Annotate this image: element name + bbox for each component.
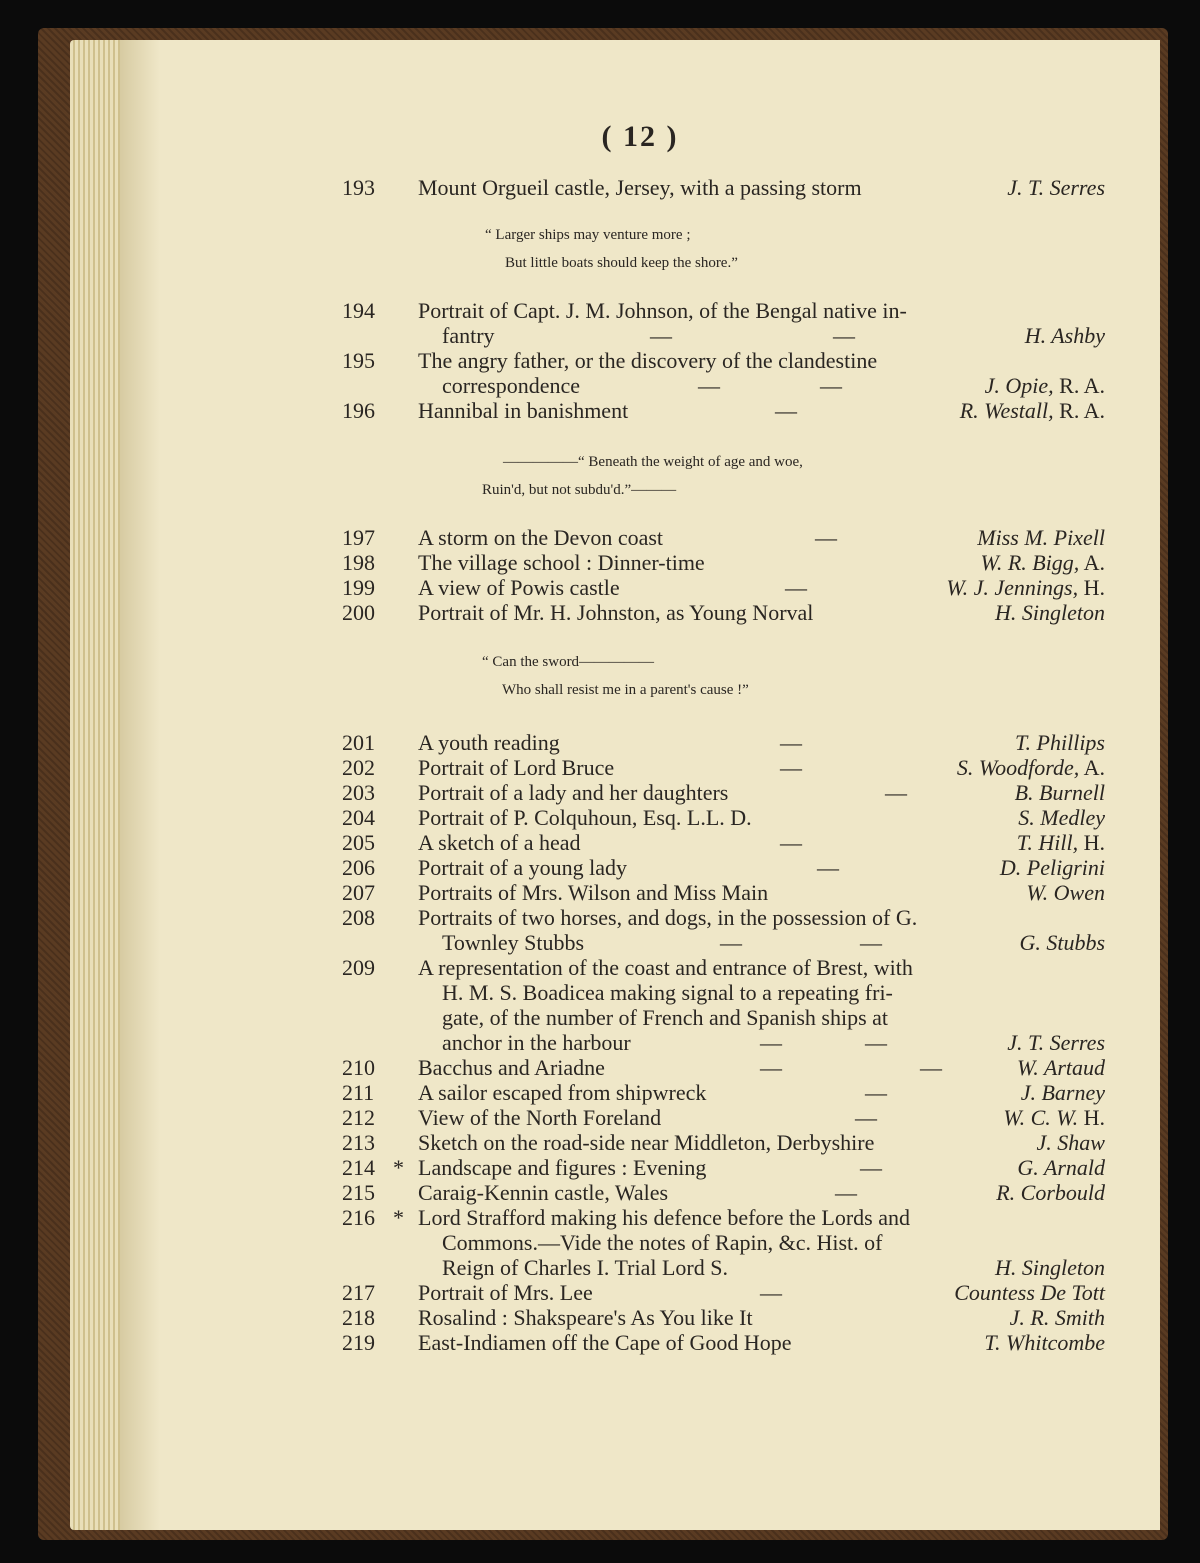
entry-artist: Miss M. Pixell	[977, 525, 1105, 550]
entry-artist: J. Opie, R. A.	[984, 373, 1105, 398]
catalogue-entry	[120, 1330, 1160, 1355]
catalogue-entry	[120, 905, 1160, 955]
entry-title-cont: correspondence	[442, 373, 581, 398]
catalogue-entry	[120, 1105, 1160, 1130]
entry-number: 210	[342, 1055, 375, 1080]
epigraph-line: “ Can the sword—————	[482, 654, 655, 670]
entry-artist: H. Ashby	[1024, 323, 1105, 348]
entry-number: 202	[342, 755, 375, 780]
catalogue-entry	[120, 1280, 1160, 1305]
catalogue-entry	[120, 955, 1160, 1055]
entry-number: 194	[342, 298, 375, 323]
leader-dash: —	[780, 755, 802, 780]
entry-artist: J. T. Serres	[1007, 175, 1105, 200]
entry-number: 216	[342, 1205, 375, 1230]
entry-artist: D. Peligrini	[999, 855, 1105, 880]
entry-number: 215	[342, 1180, 375, 1205]
leader-dash: —	[780, 730, 802, 755]
entry-artist: Countess De Tott	[954, 1280, 1105, 1305]
entry-number: 205	[342, 830, 375, 855]
catalogue-page	[120, 40, 1160, 1530]
entry-artist: T. Phillips	[1014, 730, 1105, 755]
entry-artist: S. Woodforde, A.	[956, 755, 1105, 780]
leader-dash: —	[698, 373, 720, 398]
entry-title: A storm on the Devon coast	[418, 525, 664, 550]
entry-title: Sketch on the road-side near Middleton, Derbyshire	[418, 1130, 875, 1155]
leader-dash: —	[775, 398, 797, 423]
entry-number: 219	[342, 1330, 375, 1355]
entry-artist: G. Stubbs	[1019, 930, 1105, 955]
entry-artist: R. Westall, R. A.	[959, 398, 1105, 423]
entry-title: Portrait of Mr. H. Johnston, as Young Norval	[418, 600, 814, 625]
entry-number: 209	[342, 955, 375, 980]
entry-title: Portrait of a lady and her daughters	[418, 780, 729, 805]
leader-dash: —	[820, 373, 842, 398]
leader-dash: —	[760, 1055, 782, 1080]
entry-number: 207	[342, 880, 375, 905]
entry-title-cont: Townley Stubbs	[442, 930, 585, 955]
leader-dash: —	[835, 1180, 857, 1205]
catalogue-entry	[120, 855, 1160, 880]
epigraph-line: But little boats should keep the shore.”	[505, 255, 738, 271]
entry-artist: T. Whitcombe	[984, 1330, 1105, 1355]
entry-title-cont: fantry	[442, 323, 495, 348]
entry-number: 197	[342, 525, 375, 550]
leader-dash: —	[720, 930, 742, 955]
entry-artist: G. Arnald	[1017, 1155, 1105, 1180]
catalogue-entry	[120, 1155, 1160, 1180]
entry-artist: J. R. Smith	[1009, 1305, 1105, 1330]
entry-number: 217	[342, 1280, 375, 1305]
entry-title: A youth reading	[418, 730, 560, 755]
entry-title: A sketch of a head	[418, 830, 581, 855]
catalogue-entry	[120, 1305, 1160, 1330]
entry-artist: H. Singleton	[995, 600, 1105, 625]
entry-title: Mount Orgueil castle, Jersey, with a passing storm	[418, 175, 862, 200]
entry-title: The village school : Dinner-time	[418, 550, 705, 575]
entry-artist: S. Medley	[1018, 805, 1105, 830]
catalogue-entry	[120, 1205, 1160, 1280]
leader-dash: —	[833, 323, 855, 348]
epigraph-line: Ruin'd, but not subdu'd.”———	[482, 482, 677, 498]
catalogue-entry	[120, 1130, 1160, 1155]
leader-dash: —	[865, 1030, 887, 1055]
entry-number: 218	[342, 1305, 375, 1330]
catalogue-entry	[120, 755, 1160, 780]
catalogue-entry	[120, 1055, 1160, 1080]
entry-line	[120, 175, 1160, 200]
entry-artist: J. Shaw	[1036, 1130, 1105, 1155]
catalogue-entry	[120, 600, 1160, 625]
leader-dash: —	[815, 525, 837, 550]
entry-artist: B. Burnell	[1014, 780, 1105, 805]
leader-dash: —	[860, 1155, 882, 1180]
catalogue-entry	[120, 525, 1160, 550]
epigraph-line: “ Larger ships may venture more ;	[485, 227, 691, 243]
entry-number: 206	[342, 855, 375, 880]
catalogue-entry	[120, 805, 1160, 830]
page-number: ( 12 )	[601, 120, 679, 153]
entry-artist: H. Singleton	[995, 1255, 1105, 1280]
leader-dash: —	[855, 1105, 877, 1130]
entry-artist: R. Corbould	[996, 1180, 1105, 1205]
entry-number: 201	[342, 730, 375, 755]
entry-number: 200	[342, 600, 375, 625]
asterisk-mark: *	[393, 1205, 404, 1230]
entry-artist: W. C. W. H.	[1003, 1105, 1105, 1130]
entry-title: Portraits of Mrs. Wilson and Miss Main	[418, 880, 769, 905]
entry-title: Portrait of a young lady	[418, 855, 627, 880]
entry-artist: W. R. Bigg, A.	[980, 550, 1105, 575]
entry-title-cont: Commons.—Vide the notes of Rapin, &c. Hist. of	[442, 1230, 883, 1255]
entry-number: 204	[342, 805, 375, 830]
entry-number: 211	[342, 1080, 375, 1105]
entry-title: Portraits of two horses, and dogs, in the possession of G.	[418, 905, 918, 930]
entry-number: 214	[342, 1155, 375, 1180]
entry-title: Landscape and figures : Evening	[418, 1155, 707, 1180]
catalogue-entry	[120, 398, 1160, 423]
entry-title: Rosalind : Shakspeare's As You like It	[418, 1305, 753, 1330]
leader-dash: —	[817, 855, 839, 880]
entry-title: East-Indiamen off the Cape of Good Hope	[418, 1330, 792, 1355]
epigraph-line: Who shall resist me in a parent's cause !”	[502, 682, 749, 698]
entry-title: Bacchus and Ariadne	[418, 1055, 605, 1080]
entry-title: Portrait of Mrs. Lee	[418, 1280, 593, 1305]
catalogue-entry	[120, 298, 1160, 348]
entry-title: Portrait of Capt. J. M. Johnson, of the Bengal native in-	[418, 298, 907, 323]
catalogue-entry	[120, 1180, 1160, 1205]
entry-title: A view of Powis castle	[418, 575, 620, 600]
catalogue-entry	[120, 1080, 1160, 1105]
entry-artist: W. J. Jennings, H.	[946, 575, 1105, 600]
entry-number: 199	[342, 575, 375, 600]
entry-number: 203	[342, 780, 375, 805]
entry-title-cont: H. M. S. Boadicea making signal to a repeating fri-	[442, 980, 893, 1005]
catalogue-entry	[120, 880, 1160, 905]
entry-number: 198	[342, 550, 375, 575]
leader-dash: —	[760, 1280, 782, 1305]
entry-title-cont: anchor in the harbour	[442, 1030, 631, 1055]
leader-dash: —	[860, 930, 882, 955]
leader-dash: —	[780, 830, 802, 855]
entry-artist: J. T. Serres	[1007, 1030, 1105, 1055]
catalogue-entry	[120, 175, 1160, 200]
entry-title: Lord Strafford making his defence before the Lords and	[418, 1205, 910, 1230]
entry-title: Caraig-Kennin castle, Wales	[418, 1180, 669, 1205]
entry-title-cont: gate, of the number of French and Spanish ships at	[442, 1005, 889, 1030]
entry-artist: W. Artaud	[1016, 1055, 1105, 1080]
entry-number: 212	[342, 1105, 375, 1130]
epigraph-line: —————“ Beneath the weight of age and woe,	[503, 454, 803, 470]
entry-number: 213	[342, 1130, 375, 1155]
entry-title: View of the North Foreland	[418, 1105, 662, 1130]
leader-dash: —	[885, 780, 907, 805]
leader-dash: —	[865, 1080, 887, 1105]
entry-title: Portrait of Lord Bruce	[418, 755, 615, 780]
entry-title: A representation of the coast and entrance of Brest, with	[418, 955, 913, 980]
entry-title: Portrait of P. Colquhoun, Esq. L.L. D.	[418, 805, 752, 830]
entry-title: A sailor escaped from shipwreck	[418, 1080, 707, 1105]
catalogue-entry	[120, 830, 1160, 855]
entry-title: Hannibal in banishment	[418, 398, 629, 423]
entry-title-cont: Reign of Charles I. Trial Lord S.	[442, 1255, 728, 1280]
leader-dash: —	[760, 1030, 782, 1055]
leader-dash: —	[920, 1055, 942, 1080]
catalogue-entry	[120, 550, 1160, 575]
leader-dash: —	[650, 323, 672, 348]
entry-title: The angry father, or the discovery of the clandestine	[418, 348, 878, 373]
leader-dash: —	[785, 575, 807, 600]
entry-number: 208	[342, 905, 375, 930]
catalogue-entry	[120, 348, 1160, 398]
catalogue-entry	[120, 780, 1160, 805]
entry-number: 195	[342, 348, 375, 373]
entry-artist: J. Barney	[1020, 1080, 1105, 1105]
catalogue-entry	[120, 730, 1160, 755]
asterisk-mark: *	[393, 1155, 404, 1180]
entry-number: 193	[342, 175, 375, 200]
entry-artist: T. Hill, H.	[1016, 830, 1105, 855]
entry-number: 196	[342, 398, 375, 423]
entry-artist: W. Owen	[1026, 880, 1105, 905]
catalogue-entry	[120, 575, 1160, 600]
